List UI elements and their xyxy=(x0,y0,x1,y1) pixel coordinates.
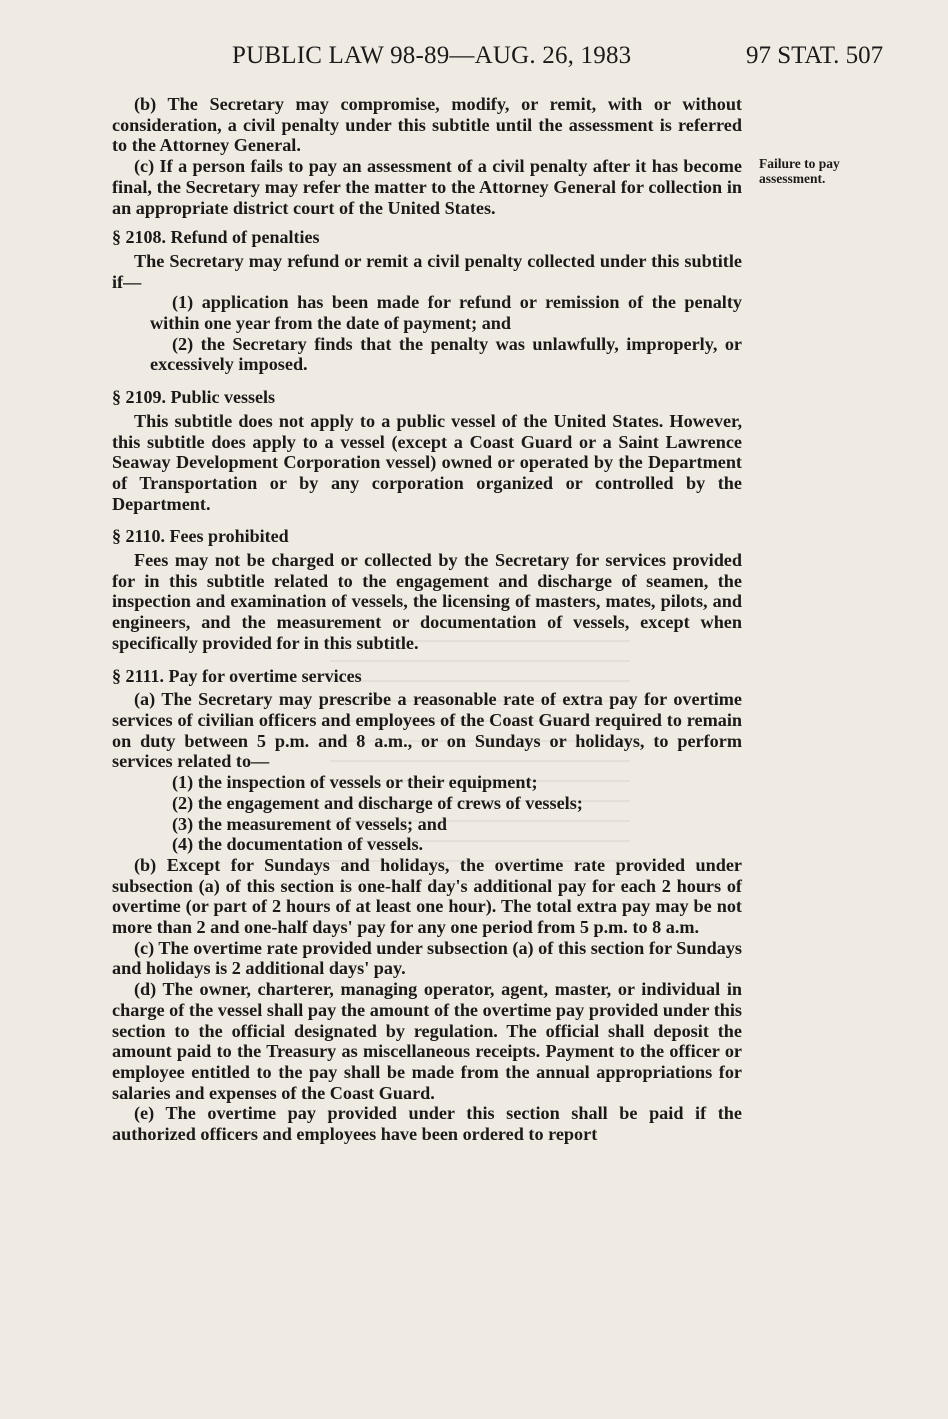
margin-note: Failure to pay assessment. xyxy=(759,156,840,186)
document-body xyxy=(112,94,742,1145)
section-2111-paragraph-d: (d) The owner, charterer, managing operator, agent, master, or individual in charge of the vessel shall pay the amount of the overtime pay provided under this section to the official designated by regulation. The official shall deposit the amount paid to the Treasury as miscellaneous receipts. Payment to the officer or employee entitled to the pay shall be made from the annual appropriations for salaries and expenses of the Coast Guard. xyxy=(112,979,742,1103)
section-2111-paragraph-e: (e) The overtime pay provided under this section shall be paid if the authorized officers and employees have been ordered to report xyxy=(112,1103,742,1145)
page-header-title: PUBLIC LAW 98-89—AUG. 26, 1983 xyxy=(232,42,632,69)
section-2108-intro: The Secretary may refund or remit a civil penalty collected under this subtitle if— xyxy=(112,250,742,292)
section-heading-2109: § 2109. Public vessels xyxy=(112,387,276,408)
section-heading-2108: § 2108. Refund of penalties xyxy=(112,227,320,248)
paragraph-c: (c) If a person fails to pay an assessment of a civil penalty after it has become final, the Secretary may refer the matter to the Attorney General for collection in an appropriate district court of the United States. xyxy=(112,156,742,218)
section-2111-paragraph-a: (a) The Secretary may prescribe a reasonable rate of extra pay for overtime services of civilian officers and employees of the Coast Guard required to remain on duty between 5 p.m. and 8 a.m., or on Sundays or holidays, to perform services related to— xyxy=(112,689,742,772)
section-2110-paragraph: Fees may not be charged or collected by the Secretary for services provided for in this subtitle related to the engagement and discharge of seamen, the inspection and examination of vessels, the licensing of masters, mates, pilots, and engineers, and the measurement or documentation of vessels, except when specifically provided for in this subtitle. xyxy=(112,550,742,653)
section-2111-item-1: (1) the inspection of vessels or their equipment; xyxy=(172,772,538,793)
section-2111-item-2: (2) the engagement and discharge of crews of vessels; xyxy=(172,792,583,813)
section-2108-item-2: (2) the Secretary finds that the penalty was unlawfully, improperly, or excessively imposed. xyxy=(150,333,742,375)
section-2111-paragraph-b: (b) Except for Sundays and holidays, the overtime rate provided under subsection (a) of this section is one-half day's additional pay for each 2 hours of overtime (or part of 2 hours of at least one hour). The total extra pay may be not more than 2 and one-half days' pay for any one period from 5 p.m. to 8 a.m. xyxy=(112,854,742,938)
section-2111-paragraph-c: (c) The overtime rate provided under subsection (a) of this section for Sundays and holidays is 2 additional days' pay. xyxy=(112,937,742,979)
section-2108-item-1: (1) application has been made for refund or remission of the penalty within one year from the date of payment; and xyxy=(150,292,742,334)
section-heading-2111: § 2111. Pay for overtime services xyxy=(112,665,362,686)
paragraph-b: (b) The Secretary may compromise, modify, or remit, with or without consideration, a civil penalty under this subtitle until the assessment is referred to the Attorney General. xyxy=(112,94,742,156)
section-2109-paragraph: This subtitle does not apply to a public vessel of the United States. However, this subtitle does apply to a vessel (except a Coast Guard or a Saint Lawrence Seaway Development Corporation vessel) owned or operated by the Department of Transportation or by any corporation organized or controlled by the Department. xyxy=(112,410,742,514)
section-2111-item-4: (4) the documentation of vessels. xyxy=(172,834,424,855)
section-2111-item-3: (3) the measurement of vessels; and xyxy=(172,813,447,834)
section-heading-2110: § 2110. Fees prohibited xyxy=(112,526,289,547)
page-number: 97 STAT. 507 xyxy=(746,42,884,69)
